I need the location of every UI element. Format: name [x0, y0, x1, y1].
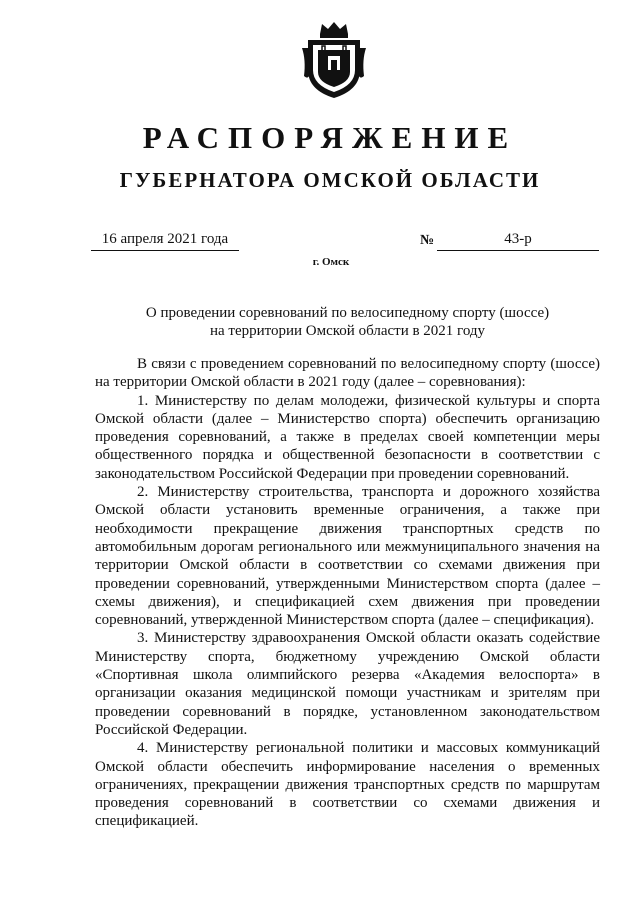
- document-heading: [95, 304, 600, 340]
- document-city: г. Омск: [312, 256, 350, 268]
- document-date: 16 апреля 2021 года: [91, 230, 239, 251]
- number-sign: №: [420, 233, 435, 248]
- heading-line-1: О проведении соревнований по велосипедному спорту (шоссе): [145, 305, 550, 321]
- paragraph-1: 1. Министерству по делам молодежи, физической культуры и спорта Омской области (далее – Министерство спорта) обеспечить организацию проведения соревнований, а также в пределах своей компетенции меры общественного порядка и общественной безопасности в соответствии с законодательством Российской Федерации при проведении соревнований.: [95, 392, 600, 482]
- paragraph-3: 3. Министерству здравоохранения Омской области оказать содействие Министерству спорта, бюджетному учреждению Омской области «Спортивная школа олимпийского резерва «Академия велоспорта» в организации оказания медицинской помощи участникам и зрителям при проведении соревнований в порядке, установленном законодательством Российской Федерации.: [95, 630, 600, 738]
- document-body: [95, 355, 600, 831]
- document-subtitle: ГУБЕРНАТОРА ОМСКОЙ ОБЛАСТИ: [119, 168, 541, 192]
- document-number: 43-р: [437, 230, 599, 251]
- paragraph-intro: В связи с проведением соревнований по велосипедному спорту (шоссе) на территории Омской области в 2021 году (далее – соревнования):: [95, 356, 600, 391]
- paragraph-2: 2. Министерству строительства, транспорта и дорожного хозяйства Омской области установить временные ограничения, а также при необходимости прекращение движения транспортных средств по автомобильным дорогам регионального или межмуниципального значения на территории Омской области в соответствии со схемами движения при проведении соревнований, утвержденными Министерством спорта (далее – схемы движения), и спецификацией схем движения при проведении соревнований, утвержденной Министерством спорта (далее – спецификация).: [95, 484, 600, 629]
- omsk-coat-of-arms-icon: [300, 20, 368, 100]
- heading-line-2: на территории Омской области в 2021 году: [209, 323, 486, 339]
- paragraph-4: 4. Министерству региональной политики и массовых коммуникаций Омской области обеспечить информирование населения о временных ограничениях, прекращении движения транспортных средств по маршрутам проведения соревнований в соответствии со схемами движения и спецификацией.: [95, 740, 600, 830]
- document-title: РАСПОРЯЖЕНИЕ: [142, 120, 518, 155]
